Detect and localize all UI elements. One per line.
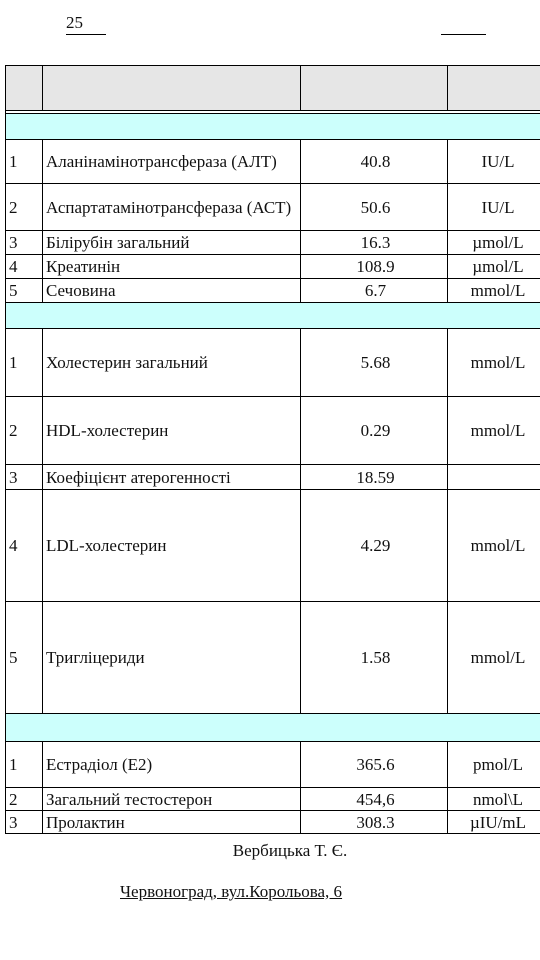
clinic-address: Червоноград, вул.Корольова, 6 [120, 882, 343, 901]
page-number: 25 [66, 12, 106, 35]
test-value: 308.3 [301, 811, 448, 834]
table-row [6, 279, 540, 303]
section-header-row [6, 714, 540, 742]
row-number: 2 [6, 397, 43, 465]
test-value: 108.9 [301, 255, 448, 279]
test-name: Холестерин загальний [43, 329, 301, 397]
table-row [6, 811, 540, 834]
table-row [6, 465, 540, 490]
row-number: 1 [6, 742, 43, 788]
test-name: Сечовина [43, 279, 301, 303]
table-header-row [6, 66, 540, 111]
test-unit: µmol/L [448, 231, 540, 255]
test-name: Пролактин [43, 811, 301, 834]
test-name: Загальний тестостерон [43, 788, 301, 811]
test-unit [448, 465, 540, 490]
test-value: 5.68 [301, 329, 448, 397]
test-unit: mmol/L [448, 279, 540, 303]
test-unit: IU/L [448, 140, 540, 184]
table-row [6, 742, 540, 788]
row-number: 1 [6, 140, 43, 184]
row-number: 5 [6, 279, 43, 303]
test-value: 4.29 [301, 490, 448, 602]
test-name: Коефіцієнт атерогенності [43, 465, 301, 490]
doctor-signature-name: Вербицька Т. Є. [232, 841, 348, 860]
table-row [6, 602, 540, 714]
header-cell [43, 66, 301, 111]
table-row [6, 329, 540, 397]
test-value: 365.6 [301, 742, 448, 788]
table-row [6, 397, 540, 465]
header-cell [448, 66, 540, 111]
test-name: Тригліцериди [43, 602, 301, 714]
test-value: 18.59 [301, 465, 448, 490]
test-unit: mmol/L [448, 329, 540, 397]
test-value: 1.58 [301, 602, 448, 714]
test-name: Аланінамінотрансфераза (АЛТ) [43, 140, 301, 184]
test-name: Білірубін загальний [43, 231, 301, 255]
section-title [6, 303, 540, 329]
test-unit: IU/L [448, 184, 540, 231]
table-row [6, 788, 540, 811]
test-unit: nmol\L [448, 788, 540, 811]
test-value: 16.3 [301, 231, 448, 255]
section-header-row [6, 303, 540, 329]
test-value: 6.7 [301, 279, 448, 303]
test-name: LDL-холестерин [43, 490, 301, 602]
row-number: 3 [6, 231, 43, 255]
test-name: HDL-холестерин [43, 397, 301, 465]
test-unit: pmol/L [448, 742, 540, 788]
blank-underline [441, 34, 486, 35]
row-number: 4 [6, 255, 43, 279]
test-unit: mmol/L [448, 490, 540, 602]
section-title [6, 114, 540, 140]
section-title [6, 714, 540, 742]
test-unit: µmol/L [448, 255, 540, 279]
test-name: Естрадіол (Е2) [43, 742, 301, 788]
test-value: 454,6 [301, 788, 448, 811]
table-row [6, 255, 540, 279]
test-name: Креатинін [43, 255, 301, 279]
header-cell [6, 66, 43, 111]
row-number: 3 [6, 811, 43, 834]
section-header-row [6, 114, 540, 140]
row-number: 1 [6, 329, 43, 397]
test-unit: mmol/L [448, 602, 540, 714]
results-table [5, 65, 540, 834]
table-row [6, 231, 540, 255]
row-number: 5 [6, 602, 43, 714]
test-value: 0.29 [301, 397, 448, 465]
table-row [6, 184, 540, 231]
test-name: Аспартатамінотрансфераза (АСТ) [43, 184, 301, 231]
test-unit: µIU/mL [448, 811, 540, 834]
test-value: 40.8 [301, 140, 448, 184]
table-row [6, 140, 540, 184]
row-number: 2 [6, 184, 43, 231]
table-row [6, 490, 540, 602]
row-number: 4 [6, 490, 43, 602]
test-value: 50.6 [301, 184, 448, 231]
row-number: 2 [6, 788, 43, 811]
test-unit: mmol/L [448, 397, 540, 465]
header-cell [301, 66, 448, 111]
row-number: 3 [6, 465, 43, 490]
